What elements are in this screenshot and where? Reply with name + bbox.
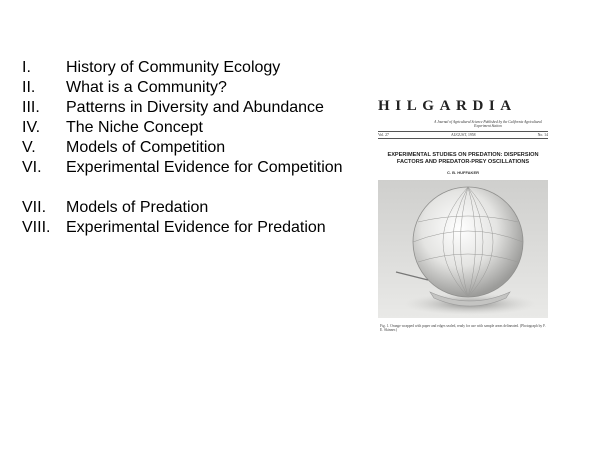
orange-photo xyxy=(378,180,548,318)
outline-item-number: VI. xyxy=(22,159,42,176)
outline-item xyxy=(22,78,343,98)
article-author: C. B. HUFFAKER xyxy=(447,170,479,175)
outline-item-number: II. xyxy=(22,79,36,96)
journal-cover-image xyxy=(374,92,552,344)
outline-item xyxy=(22,118,343,138)
outline-item-text: Experimental Evidence for Competition xyxy=(66,159,343,176)
outline-item-text: The Niche Concept xyxy=(66,119,203,136)
outline-item xyxy=(22,138,343,158)
outline-item xyxy=(22,198,343,218)
outline-item-text: Models of Predation xyxy=(66,199,209,216)
outline-item-text: Models of Competition xyxy=(66,139,226,156)
outline-item-number: I. xyxy=(22,59,31,76)
outline-item-number: IV. xyxy=(22,119,41,136)
topic-outline xyxy=(22,58,343,238)
outline-item-number: VII. xyxy=(22,199,47,216)
outline-item xyxy=(22,158,343,178)
outline-item xyxy=(22,58,343,78)
outline-item-text: History of Community Ecology xyxy=(66,59,281,76)
outline-item-number: III. xyxy=(22,99,40,116)
journal-date: AUGUST, 1958 xyxy=(450,133,476,137)
outline-item xyxy=(22,98,343,118)
journal-issue-line xyxy=(378,131,548,139)
outline-item-text: What is a Community? xyxy=(66,79,227,96)
journal-number: No. 14 xyxy=(537,133,548,137)
article-title: EXPERIMENTAL STUDIES ON PREDATION: DISPERSION FACTORS AND PREDATOR-PREY OSCILLATIONS xyxy=(387,152,539,165)
journal-masthead: HILGARDIA xyxy=(378,98,517,114)
outline-item xyxy=(22,218,343,238)
outline-item-text: Experimental Evidence for Predation xyxy=(66,219,326,236)
journal-subtitle: A Journal of Agricultural Science Published by the California Agricultural Experiment Station xyxy=(434,120,542,129)
photo-caption: Fig. 1. Orange wrapped with paper and edges sealed, ready for use with sample areas delineated. (Photograph by F. E. Skinner.) xyxy=(380,324,546,333)
outline-item-number: VIII. xyxy=(22,219,51,236)
outline-item-number: V. xyxy=(22,139,36,156)
journal-volume: Vol. 27 xyxy=(378,133,389,137)
outline-item-text: Patterns in Diversity and Abundance xyxy=(66,99,324,116)
